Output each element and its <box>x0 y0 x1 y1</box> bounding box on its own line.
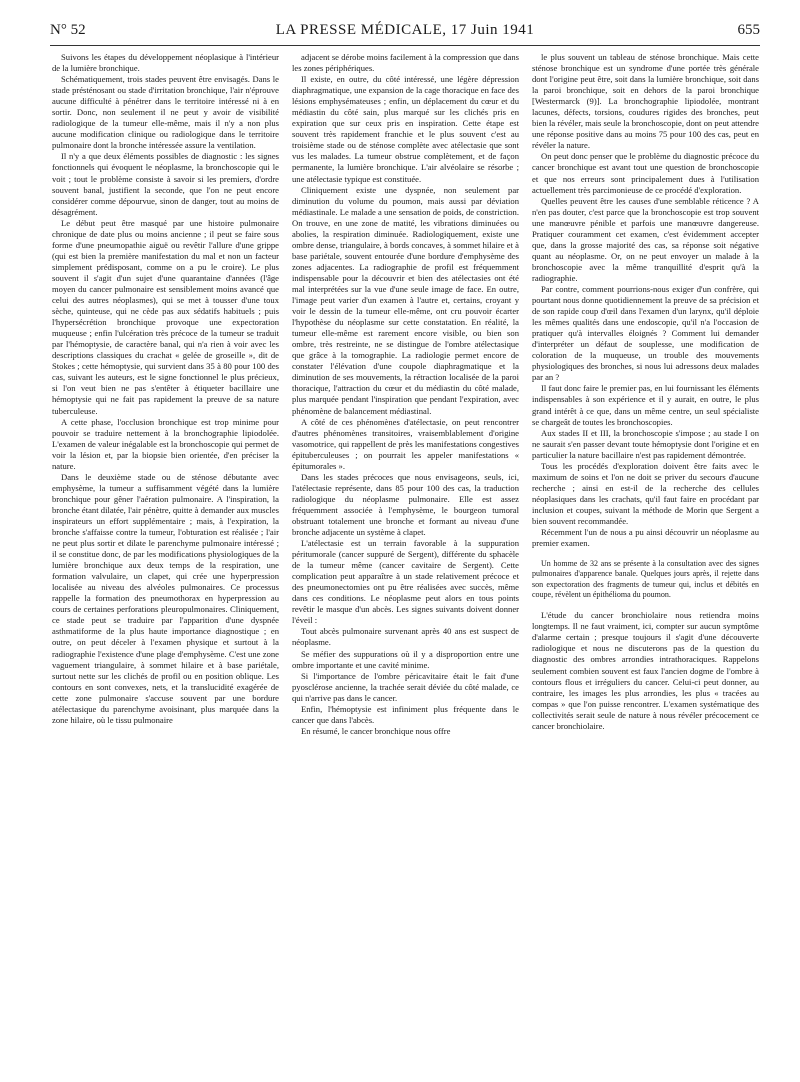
paragraph: Dans les stades précoces que nous envisageons, seuls, ici, l'atélectasie représente, dans 85 pour 100 des cas, la traduction radiologique du néoplasme pulmonaire. Elle est assez fréquemment associée à l'emphysème, le bourgeon tumoral obstruant totalement une bronche et formant au niveau d'une bronche adjacente un système à clapet. <box>292 471 519 538</box>
paragraph: Enfin, l'hémoptysie est infiniment plus fréquente dans le cancer que dans l'abcès. <box>292 703 519 725</box>
paragraph: Tous les procédés d'exploration doivent être faits avec le maximum de soins et l'on ne doit se priver du secours d'aucune recherche ; ainsi en est-il de la recherche des cellules néoplasiques dans les crachats, qu'il faut faire en procédant par inclusion et coupes, suivant la méthode de Morin que Sergent a bien souvent recommandée. <box>532 460 759 526</box>
page-header <box>50 22 760 42</box>
paragraph: Aux stades II et III, la bronchoscopie s'impose ; au stade I on ne saurait s'en passer devant toute hémoptysie dont l'origine et en particulier la nature bacillaire n'est pas rapidement démontrée. <box>532 427 759 460</box>
paragraph: Schématiquement, trois stades peuvent être envisagés. Dans le stade présténosant ou stade d'irritation bronchique, l'air n'éprouve aucune difficulté à pénétrer dans le territoire intéressé ni à en sortir. Donc, non seulement il ne peut y avoir de visibilité radiologique de la tumeur elle-même, mais il n'y a non plus aucune modification clinique ou radiologique dans le territoire pulmonaire dont la bronche intéressée assure la ventilation. <box>52 74 279 151</box>
paragraph: A côté de ces phénomènes d'atélectasie, on peut rencontrer d'autres phénomènes transitoires, vraisemblablement d'origine vasomotrice, qui rappellent de près les manifestations congestives épituberculeuses ; on pourrait les appeler manifestations « épitumorales ». <box>292 416 519 471</box>
issue-number: N° 52 <box>50 22 86 38</box>
journal-title: LA PRESSE MÉDICALE, 17 Juin 1941 <box>275 22 535 38</box>
article-columns <box>52 52 760 1072</box>
paragraph: Il existe, en outre, du côté intéressé, une légère dépression diaphragmatique, une expansion de la cage thoracique en face des lésions emphysémateuses ; enfin, un déplacement du cœur et du médiastin du côté sain, plus marqué sur les clichés pris en expiration que sur ceux pris en inspiration. Cette étape est souvent très rapidement franchie et le plus souvent c'est au troisième stade ou de sténose complète avec atélectasie que sont vus les malades. La tumeur obstrue complètement, et de façon permanente, la lumière bronchique. L'air alvéolaire se résorbe ; une atélectasie typique est constituée. <box>292 74 519 184</box>
paragraph: Quelles peuvent être les causes d'une semblable réticence ? A n'en pas douter, c'est parce que la bronchoscopie est trop souvent une manœuvre pénible et parfois une manœuvre dangereuse. Pratiquer couramment cet examen, c'est évidemment accepter que, dans la grosse majorité des cas, sa réponse soit négative quant au néoplasme. Or, on ne peut envoyer un malade à la bronchoscopie avec la même tranquillité d'esprit qu'à la radiographie. <box>532 195 759 283</box>
paragraph: Le début peut être masqué par une histoire pulmonaire chronique de date plus ou moins ancienne ; il peut se faire sous forme d'une pneumopathie aiguë ou revêtir l'allure d'une grippe (qui est bien la première manifestation du mal et non un facteur simplement prédisposant, comme on a pu le croire). Le plus souvent il s'agit d'un sujet d'une quarantaine d'années (l'âge moyen du cancer pulmonaire est sensiblement moins avancé que celui des autres néoplasmes), qui se met à tousser d'une toux sèche, quinteuse, qui ne cède pas aux sédatifs habituels ; puis l'hypersécrétion bronchique provoque une expectoration muqueuse ; enfin l'ulcération très précoce de la tumeur se traduit par l'hémoptysie, de caractère banal, qui n'a rien à voir avec les descriptions classiques du crachat « gelée de groseille », dit de Stokes ; cette hémoptysie, qui survient dans 35 à 80 pour 100 des cas, suivant les auteurs, est le signe fonctionnel le plus précieux, si l'on veut bien ne pas s'entêter à étiqueter bacillaire une hémoptysie qui ne fait pas rapidement la preuve de sa nature tuberculeuse. <box>52 217 279 416</box>
page-number: 655 <box>737 22 760 38</box>
paragraph: En résumé, le cancer bronchique nous offre <box>301 725 451 736</box>
column-3 <box>532 52 759 1072</box>
paragraph: Cliniquement existe une dyspnée, non seulement par diminution du volume du poumon, mais aussi par déviation médiastinale. Le malade a une sensation de poids, de constriction. On trouve, en une zone de matité, les vibrations diminuées ou abolies, la respiration diminuée. Radiologiquement, existe une ombre dense, triangulaire, à bords concaves, à sommet hilaire et à base pariétale, souvent entourée d'une bordure d'emphysème des zones adjacentes. La radiographie de profil est fréquemment indispensable pour la découvrir et bien des atélectasies ont été mal interprétées sur la vue d'une seule image de face. En outre, l'image peut varier d'un examen à l'autre et, certains, croyant y voir le dessin de la tumeur elle-même, ont cru pouvoir écarter l'hypothèse du néoplasme sur cette constatation. En réalité, la tumeur elle-même est rarement encore visible, ou bien son ombre, très restreinte, ne se distingue de l'ombre atélectasique que grâce à la tomographie. La radiologie permet encore de constater l'élévation d'une coupole diaphragmatique et la diminution de ses mouvements, la rétraction localisée de la paroi thoracique, l'attraction du cœur et du médiastin du côté malade, plus marquée pendant l'inspiration que pendant l'expiration, avec phénomène de balancement médiastinal. <box>292 184 519 416</box>
paragraph: Si l'importance de l'ombre péricavitaire était le fait d'une pyosclérose ancienne, la trachée serait déviée du côté malade, ce qui n'arrive pas dans le cancer. <box>292 670 519 703</box>
paragraph: Il faut donc faire le premier pas, en lui fournissant les éléments indispensables à son expérience et il y aurait, en outre, le plus grand intérêt à ce que, dans un même centre, un seul spécialiste se chargeât de toutes les bronchoscopies. <box>532 383 759 427</box>
paragraph: A cette phase, l'occlusion bronchique est trop minime pour pouvoir se traduire nettement à la bronchographie lipiodolée. L'examen de valeur inégalable est la bronchoscopie qui permet de voir la lésion et, par la biopsie bien orientée, d'en préciser la nature. <box>52 416 279 471</box>
paragraph: Suivons les étapes du développement néoplasique à l'intérieur de la lumière bronchique. <box>52 52 279 74</box>
paragraph: L'atélectasie est un terrain favorable à la suppuration péritumorale (cancer suppuré de Sergent), différente du sphacèle de la tumeur même (cancer cavitaire de Sergent). Cette complication peut apparaître à un stade relativement précoce et des pneumonectomies ont pu être réalisées avec succès, même dans ces conditions. Le néoplasme peut alors en tous points revêtir le masque d'un abcès. Les signes suivants doivent donner l'éveil : <box>292 538 519 626</box>
paragraph: Récemment l'un de nous a pu ainsi découvrir un néoplasme au premier examen. <box>532 527 759 549</box>
paragraph: Dans le deuxième stade ou de sténose débutante avec emphysème, la tumeur a suffisamment végété dans la lumière bronchique pour gêner l'aération pulmonaire. A l'inspiration, la bronche étant dilatée, l'air pénètre, quitte à demander aux muscles inspirateurs un effort supplémentaire ; mais, à l'expiration, la bronche s'affaisse contre la tumeur, l'obturation est réalisée ; l'air ne peut plus sortir et dilate le parenchyme pulmonaire intéressé ; il se constitue donc, de par les modifications physiologiques de la lumière bronchique aux deux temps de la respiration, une formation valvulaire, un clapet, qui crée une hyperpression localisée au niveau des alvéoles pulmonaires. Ce processus rappelle la formation des pneumothorax en hyperpression au cours de certaines perforations pleuropulmonaires. Cliniquement, ce stade peut se traduire par l'apparition d'une dyspnée asthmatiforme de la plus haute importance diagnostique ; en outre, on peut déceler à l'examen physique et surtout à la radiographie l'existence d'une plage d'emphysème. C'est une zone vaguement triangulaire, à sommet hilaire et à base pariétale, surtout nette sur les clichés de profil ou en position oblique. Les contours en sont convexes, nets, et la translucidité exagérée de cette zone pulmonaire s'accuse souvent par une bordure atélectasique du parenchyme avoisinant, plus marquée dans la zone hilaire, où le tissu pulmonaire <box>52 471 279 725</box>
case-report: Un homme de 32 ans se présente à la consultation avec des signes pulmonaires d'apparence banale. Quelques jours après, il rejette dans son expectoration des fragments de tumeur qui, inclus et débités en coupe, révèlent un épithélioma du poumon. <box>532 559 759 599</box>
paragraph: Il n'y a que deux éléments possibles de diagnostic : les signes fonctionnels qui évoquent le néoplasme, la bronchoscopie qui le voit ; tout le problème consiste à savoir si les premiers, d'ordre souvent banal, justifient la seconde, que l'on ne peut encore considérer comme dépourvue, sinon de danger, tout au moins de désagrément. <box>52 151 279 217</box>
paragraph: Par contre, comment pourrions-nous exiger d'un confrère, qui pourtant nous donne quotidiennement la preuve de sa précision et de son rapide coup d'œil dans l'examen d'un larynx, qu'il déploie les mêmes qualités dans une endoscopie, qu'il n'a l'occasion de pratiquer qu'à intervalles éloignés ? Comment lui demander d'interpréter un défaut de souplesse, une modification de coloration de la muqueuse, un trouble des mouvements physiologiques des bronches, si nous lui adressons deux malades par an ? <box>532 283 759 383</box>
paragraph: adjacent se dérobe moins facilement à la compression que dans les zones périphériques. <box>292 52 519 74</box>
column-2 <box>292 52 519 1072</box>
paragraph: Se méfier des suppurations où il y a disproportion entre une ombre importante et une cavité minime. <box>292 648 519 670</box>
paragraph: le plus souvent un tableau de sténose bronchique. Mais cette sténose bronchique est un syndrome d'une portée très générale dont l'origine peut être, soit dans la lumière bronchique, soit dans la paroi bronchique, soit en dehors de la paroi bronchique [Westermarck (9)]. La bronchographie lipiodolée, montrant lacunes, défects, torsions, coudures rigides des bronches, peut bien la révéler, mais seule la bronchoscopie, dont on peut attendre une réponse positive dans au moins 75 pour 100 des cas, peut en révéler la nature. <box>532 52 759 151</box>
column-1 <box>52 52 279 1072</box>
paragraph: L'étude du cancer bronchiolaire nous retiendra moins longtemps. Il ne faut vraiment, ici, compter sur aucun symptôme d'alarme certain ; presque toujours il s'agit d'une découverte radiologique et nous ne discuterons pas de la question du diagnostic des ombres arrondies intrathoraciques. Rappelons seulement combien souvent est faux l'ancien dogme de l'ombre à contours flous et irréguliers du cancer. Celui-ci peut donner, au contraire, les images les plus arrondies, les plus « tracées au compas » que l'on puisse rencontrer. L'examen systématique des collectivités serait seule de nature à nous révéler précocement ce cancer bronchiolaire. <box>532 610 759 731</box>
paragraph: On peut donc penser que le problème du diagnostic précoce du cancer bronchique est avant tout une question de bronchoscopie et que nos erreurs sont principalement dues à l'utilisation actuellement très parcimonieuse de ce procédé d'exploration. <box>532 151 759 195</box>
paragraph: Tout abcès pulmonaire survenant après 40 ans est suspect de néoplasme. <box>292 626 519 648</box>
header-rule <box>50 45 760 46</box>
